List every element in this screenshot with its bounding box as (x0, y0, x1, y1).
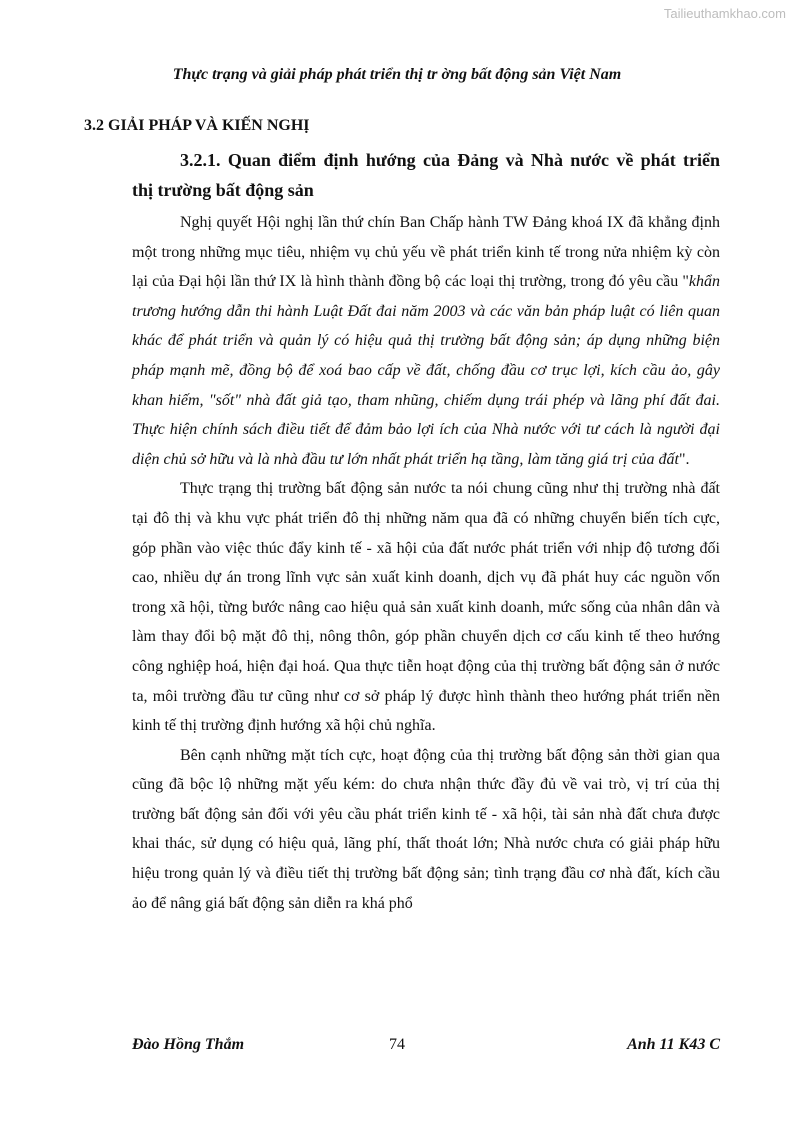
watermark: Tailieuthamkhao.com (663, 6, 786, 21)
paragraph-1-intro: Nghị quyết Hội nghị lần thứ chín Ban Chấp hành TW Đảng khoá IX đã khẳng định một trong những mục tiêu, nhiệm vụ chủ yếu về phát triển kinh tế trong nửa nhiệm kỳ còn lại của Đại hội lần thứ IX là hình thành đồng bộ các loại thị trường, trong đó yêu cầu " (132, 214, 720, 291)
paragraph-2: Thực trạng thị trường bất động sản nước ta nói chung cũng như thị trường nhà đất tại đô thị và khu vực phát triển đô thị những năm qua đã có những chuyển biến tích cực, góp phần vào việc thúc đẩy kinh tế - xã hội của đất nước phát triển với nhịp độ tương đối cao, nhiều dự án trong lĩnh vực sản xuất kinh doanh, dịch vụ đã phát huy các nguồn vốn trong xã hội, từng bước nâng cao hiệu quả sản xuất kinh doanh, mức sống của nhân dân và làm thay đổi bộ mặt đô thị, nông thôn, góp phần chuyển dịch cơ cấu kinh tế theo hướng công nghiệp hoá, hiện đại hoá. Qua thực tiễn hoạt động của thị trường bất động sản ở nước ta, môi trường đầu tư cũng như cơ sở pháp lý được hình thành theo hướng phát triển nền kinh tế thị trường định hướng xã hội chủ nghĩa. (132, 480, 720, 735)
subsection-title-line1: 3.2.1. Quan điểm định hướng của Đảng và Nhà nước về phát triển (180, 150, 720, 170)
subsection-title (132, 145, 720, 205)
section-title: 3.2 GIẢI PHÁP VÀ KIẾN NGHỊ (84, 117, 310, 134)
paragraph-1-end: ". (678, 450, 690, 468)
body-text (132, 208, 720, 918)
paragraph-3: Bên cạnh những mặt tích cực, hoạt động của thị trường bất động sản thời gian qua cũng đã bộc lộ những mặt yếu kém: do chưa nhận thức đầy đủ về vai trò, vị trí của thị trường bất động sản đối với yêu cầu phát triển kinh tế - xã hội, tài sản nhà đất chưa được khai thác, sử dụng có hiệu quả, lãng phí, thất thoát lớn; Nhà nước chưa có giải pháp hữu hiệu trong quản lý và điều tiết thị trường bất động sản; tình trạng đầu cơ nhà đất, kích cầu ảo để nâng giá bất động sản diễn ra khá phổ (132, 746, 720, 912)
footer-class: Anh 11 K43 C (627, 1036, 720, 1053)
paragraph-1-quote: khẩn trương hướng dẫn thi hành Luật Đất đai năm 2003 và các văn bản pháp luật có liên quan khác để phát triển và quản lý có hiệu quả thị trường bất động sản; áp dụng những biện pháp mạnh mẽ, đồng bộ để xoá bao cấp về đất, chống đầu cơ trục lợi, kích cầu ảo, gây khan hiếm, "sốt" nhà đất giả tạo, tham nhũng, chiếm dụng trái phép và lãng phí đất đai. Thực hiện chính sách điều tiết để đảm bảo lợi ích của Nhà nước với tư cách là người đại diện chủ sở hữu và là nhà đầu tư lớn nhất phát triển hạ tầng, làm tăng giá trị của đất (132, 273, 720, 468)
subsection-title-line2: thị trường bất động sản (132, 180, 314, 200)
footer-author: Đào Hồng Thắm (132, 1036, 245, 1053)
page-number: 74 (389, 1036, 405, 1053)
running-header: Thực trạng và giải pháp phát triển thị tr ờng bất động sản Việt Nam (172, 66, 622, 83)
paragraph-1 (132, 208, 720, 474)
